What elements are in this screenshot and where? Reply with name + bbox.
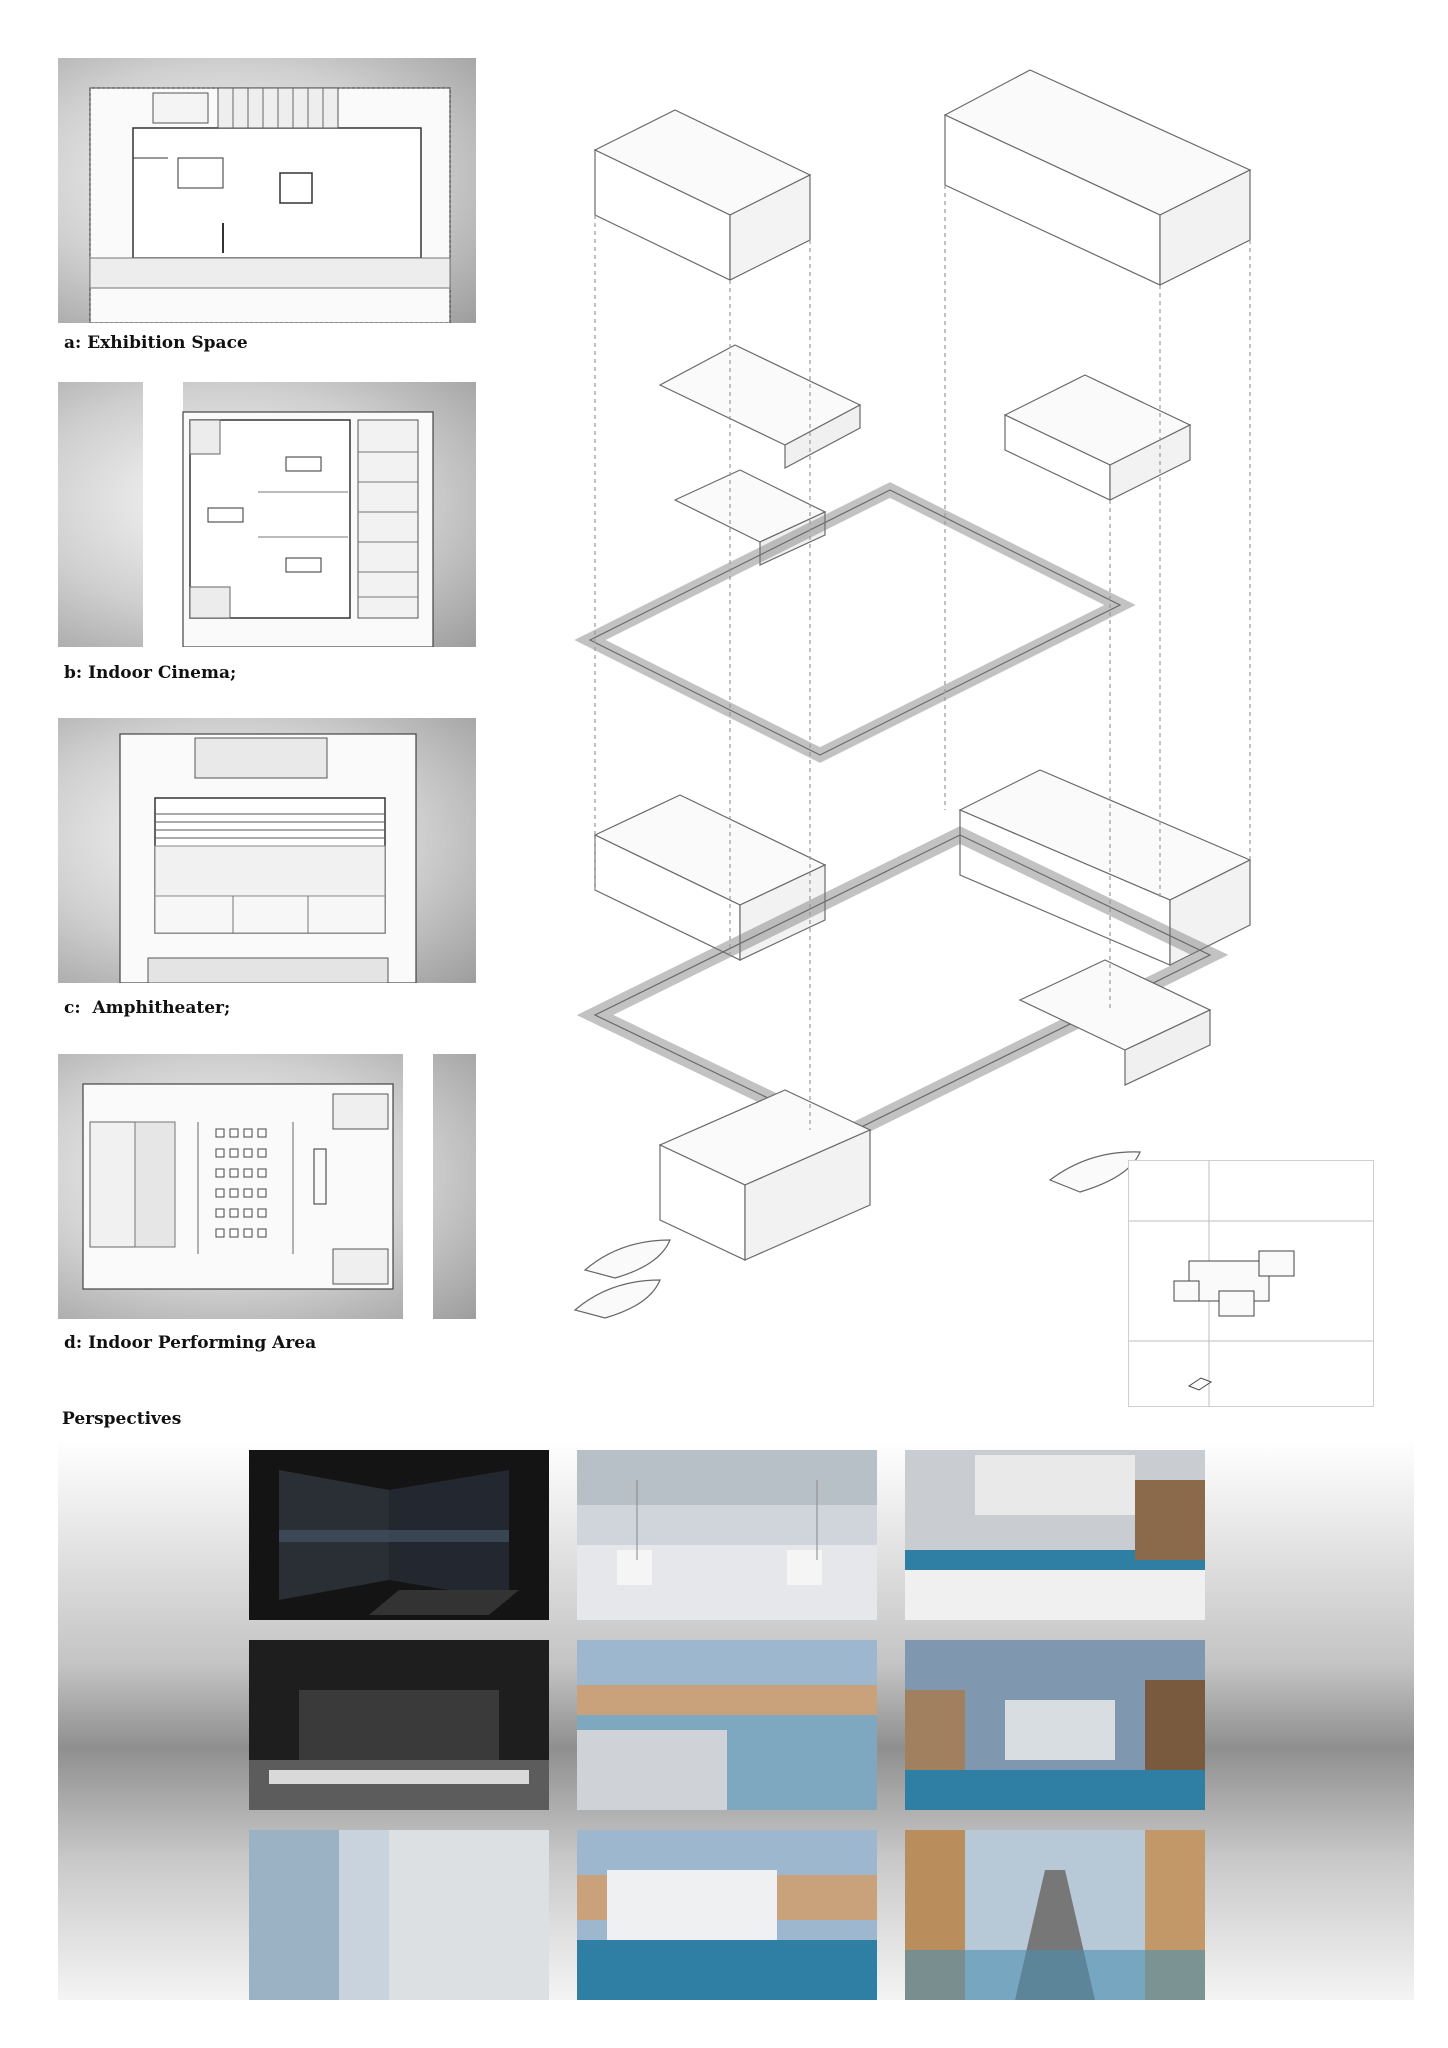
amphitheater-drawing: [58, 718, 476, 983]
cinema-room-volume: [660, 345, 860, 468]
perspective-cinema-seating-view: [249, 1640, 549, 1810]
small-upper-volume: [675, 470, 825, 565]
plan-exhibition-space: [58, 58, 476, 323]
perspective-dark-projection-room: [249, 1450, 549, 1620]
plan-amphitheater: [58, 718, 476, 983]
top-right-volume: [945, 70, 1250, 285]
site-context-map: [1128, 1160, 1374, 1407]
plan-indoor-performing-area: [58, 1054, 476, 1319]
lower-left-volume: [595, 795, 825, 960]
top-left-volume: [595, 110, 810, 280]
exploded-axonometric-diagram: [560, 30, 1260, 1330]
entrance-pavilion: [660, 1090, 870, 1260]
indoor-performing-area-drawing: [58, 1054, 476, 1319]
perspectives-heading: Perspectives: [62, 1409, 182, 1429]
caption-amphitheater: c: Amphitheater;: [64, 998, 231, 1018]
caption-exhibition-space: a: Exhibition Space: [64, 333, 248, 353]
indoor-cinema-drawing: [58, 382, 476, 647]
perspective-exhibition-hall-interior: [577, 1450, 877, 1620]
perspective-covered-walkway-view: [905, 1830, 1205, 2000]
plan-indoor-cinema: [58, 382, 476, 647]
caption-indoor-cinema: b: Indoor Cinema;: [64, 663, 237, 683]
corner-pavilion: [1020, 960, 1210, 1085]
perspective-terraced-steps-waterfront: [577, 1640, 877, 1810]
perspective-amphitheater-stage-view: [905, 1450, 1205, 1620]
caption-indoor-performing-area: d: Indoor Performing Area: [64, 1333, 317, 1353]
exhibition-space-drawing: [58, 58, 476, 323]
perspective-glazed-corridor-interior: [249, 1830, 549, 2000]
perspective-floating-pavilion-exterior: [577, 1830, 877, 2000]
right-mid-volume: [1005, 375, 1190, 500]
lower-right-volume: [960, 770, 1250, 965]
perspective-pavilion-night-view: [905, 1640, 1205, 1810]
upper-walkway-ring: [590, 490, 1120, 755]
